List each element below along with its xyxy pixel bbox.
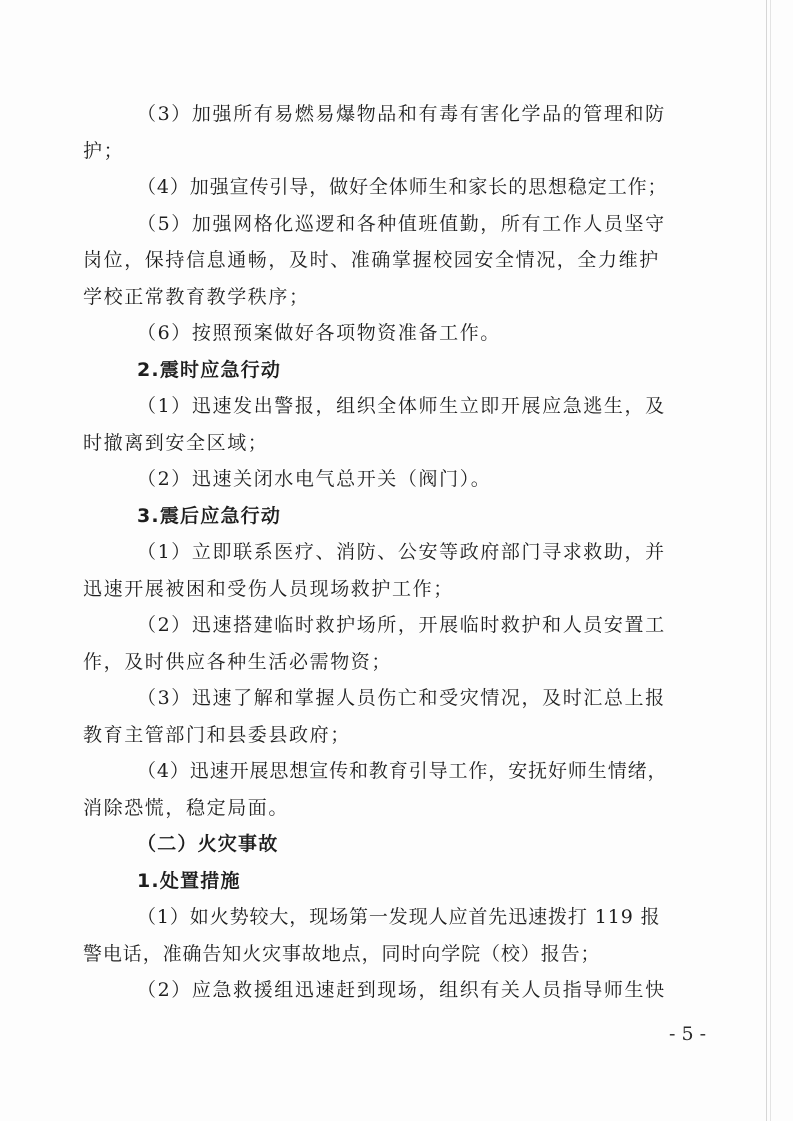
- paragraph-line: （3）迅速了解和掌握人员伤亡和受灾情况，及时汇总上报: [137, 687, 666, 709]
- paragraph-line: （2）迅速关闭水电气总开关（阀门）。: [137, 468, 492, 490]
- paragraph-line: 岗位，保持信息通畅，及时、准确掌握校园安全情况，全力维护: [83, 249, 660, 271]
- paragraph-line: （2）应急救援组迅速赶到现场，组织有关人员指导师生快: [137, 979, 666, 1001]
- scan-edge-line: [766, 0, 767, 1121]
- paragraph-line: 作，及时供应各种生活必需物资；: [83, 650, 393, 673]
- paragraph-line: 消除恐慌，稳定局面。: [83, 796, 290, 819]
- section-heading: 1.处置措施: [137, 869, 241, 892]
- paragraph-line: （4）迅速开展思想宣传和教育引导工作，安抚好师生情绪，: [137, 760, 668, 782]
- paragraph-line: （5）加强网格化巡逻和各种值班值勤，所有工作人员坚守: [137, 212, 666, 235]
- paragraph-line: （6）按照预案做好各项物资准备工作。: [137, 322, 501, 344]
- paragraph-line: 教育主管部门和县委县政府；: [83, 723, 351, 746]
- paragraph-line: （4）加强宣传引导，做好全体师生和家长的思想稳定工作；: [137, 176, 668, 198]
- paragraph-line: 警电话，准确告知火灾事故地点，同时向学院（校）报告；: [83, 942, 601, 965]
- section-heading: 2.震时应急行动: [137, 358, 282, 381]
- paragraph-line: （1）如火势较大，现场第一发现人应首先迅速拨打 119 报: [137, 906, 661, 928]
- paragraph-line: 时撤离到安全区域；: [83, 431, 269, 454]
- paragraph-line: （1）迅速发出警报，组织全体师生立即开展应急逃生，及: [137, 395, 666, 417]
- page-number: - 5 -: [668, 1023, 706, 1045]
- section-heading: （二）火灾事故: [137, 833, 279, 855]
- paragraph-line: 迅速开展被困和受伤人员现场救护工作；: [83, 577, 454, 600]
- paragraph-line: （2）迅速搭建临时救护场所，开展临时救护和人员安置工: [137, 614, 666, 636]
- paragraph-line: （3）加强所有易燃易爆物品和有毒有害化学品的管理和防: [137, 103, 666, 125]
- section-heading: 3.震后应急行动: [137, 504, 282, 527]
- paragraph-line: 护；: [83, 139, 125, 162]
- document-body: [83, 96, 713, 1009]
- paragraph-line: 学校正常教育教学秩序；: [83, 285, 310, 308]
- paragraph-line: （1）立即联系医疗、消防、公安等政府部门寻求救助，并: [137, 541, 666, 563]
- scan-edge-line: [770, 0, 771, 1121]
